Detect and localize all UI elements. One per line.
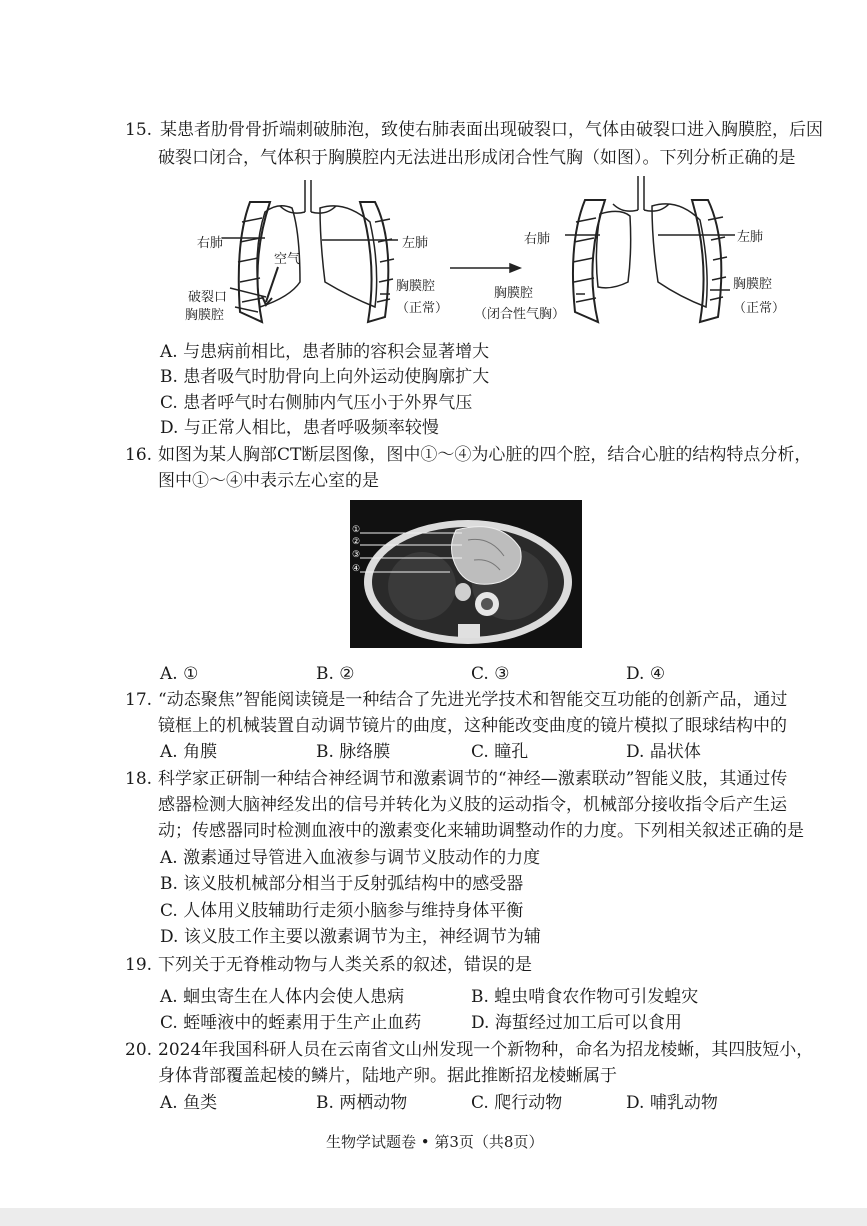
- q20-stem-line1: 2024年我国科研人员在云南省文山州发现一个新物种，命名为招龙棱蜥，其四肢短小，: [158, 1040, 814, 1060]
- fig-left-pleura-right-label: 胸膜腔: [396, 279, 436, 294]
- q18-stem-line3: 动；传感器同时检测血液中的激素变化来辅助调整动作的力度。下列相关叙述正确的是: [158, 821, 804, 841]
- q17-stem-line1: “动态聚焦”智能阅读镜是一种结合了先进光学技术和智能交互功能的创新产品，通过: [158, 690, 788, 710]
- bottom-edge: [0, 1208, 867, 1226]
- fig-right-pleura-label: 胸膜腔: [494, 286, 534, 301]
- fig-left-rupture-label: 破裂口: [188, 290, 228, 305]
- q18-option-c: C. 人体用义肢辅助行走须小脑参与维持身体平衡: [160, 901, 524, 921]
- q20-option-d: D. 哺乳动物: [626, 1093, 718, 1113]
- fig-left-right-lung-label: 右肺: [197, 236, 224, 251]
- page-footer: 生物学试题卷 • 第3页（共8页）: [326, 1133, 544, 1151]
- q15-option-b: B. 患者吸气时肋骨向上向外运动使胸廓扩大: [160, 367, 490, 387]
- fig-right-right-lung-label: 右肺: [524, 232, 551, 247]
- q19-option-b: B. 蝗虫啃食农作物可引发蝗灾: [471, 987, 699, 1007]
- q16-option-b: B. ②: [316, 664, 355, 684]
- q19-stem-line1: 下列关于无脊椎动物与人类关系的叙述，错误的是: [158, 955, 532, 975]
- q19-option-a: A. 蛔虫寄生在人体内会使人患病: [160, 987, 405, 1007]
- q17-option-d: D. 晶状体: [626, 742, 701, 762]
- fig-left-normal-label: （正常）: [396, 301, 449, 316]
- q16-stem-line2: 图中①～④中表示左心室的是: [158, 471, 379, 491]
- q17-option-c: C. 瞳孔: [471, 742, 529, 762]
- fig-right-closed-label: （闭合性气胸）: [474, 307, 566, 322]
- q17-option-a: A. 角膜: [160, 742, 218, 762]
- q18-option-a: A. 激素通过导管进入血液参与调节义肢动作的力度: [160, 848, 541, 868]
- q15-option-d: D. 与正常人相比，患者呼吸频率较慢: [160, 418, 439, 438]
- q16-option-c: C. ③: [471, 664, 510, 684]
- fig-right-pleura-right-label: 胸膜腔: [733, 277, 773, 292]
- q18-stem-line2: 感器检测大脑神经发出的信号并转化为义肢的运动指令，机械部分接收指令后产生运: [158, 795, 787, 815]
- q18-option-d: D. 该义肢工作主要以激素调节为主，神经调节为辅: [160, 927, 541, 947]
- q15-option-c: C. 患者呼气时右侧肺内气压小于外界气压: [160, 393, 473, 413]
- ct-mark-1: ①: [352, 525, 361, 535]
- q18-number: 18.: [125, 769, 153, 789]
- q20-option-c: C. 爬行动物: [471, 1093, 563, 1113]
- fig-left-pleura-label: 胸膜腔: [185, 308, 225, 323]
- q15-stem-line1: 某患者肋骨骨折端刺破肺泡，致使右肺表面出现破裂口，气体由破裂口进入胸膜腔，后因: [160, 120, 823, 140]
- fig-right-left-lung-label: 左肺: [737, 230, 764, 245]
- q15-number: 15.: [125, 120, 153, 140]
- ct-scan-image: [350, 500, 582, 648]
- q20-option-b: B. 两栖动物: [316, 1093, 408, 1113]
- ct-mark-4: ④: [352, 564, 361, 574]
- fig-left-air-label: 空气: [274, 252, 301, 267]
- ct-mark-3: ③: [352, 550, 361, 560]
- q18-option-b: B. 该义肢机械部分相当于反射弧结构中的感受器: [160, 874, 524, 894]
- q17-stem-line2: 镜框上的机械装置自动调节镜片的曲度，这种能改变曲度的镜片模拟了眼球结构中的: [158, 716, 787, 736]
- q16-option-d: D. ④: [626, 664, 666, 684]
- q16-stem-line1: 如图为某人胸部CT断层图像，图中①～④为心脏的四个腔，结合心脏的结构特点分析，: [158, 445, 812, 465]
- fig-right-normal-label: （正常）: [733, 301, 786, 316]
- q19-option-c: C. 蛭唾液中的蛭素用于生产止血药: [160, 1013, 422, 1033]
- ct-mark-2: ②: [352, 537, 361, 547]
- q17-option-b: B. 脉络膜: [316, 742, 391, 762]
- q15-stem-line2: 破裂口闭合，气体积于胸膜腔内无法进出形成闭合性气胸（如图）。下列分析正确的是: [158, 148, 796, 168]
- q20-number: 20.: [125, 1040, 153, 1060]
- q16-option-a: A. ①: [160, 664, 199, 684]
- fig-left-left-lung-label: 左肺: [402, 236, 429, 251]
- q17-number: 17.: [125, 690, 153, 710]
- q20-stem-line2: 身体背部覆盖起棱的鳞片，陆地产卵。据此推断招龙棱蜥属于: [158, 1066, 617, 1086]
- q19-number: 19.: [125, 955, 153, 975]
- q20-option-a: A. 鱼类: [160, 1093, 218, 1113]
- q15-option-a: A. 与患病前相比，患者肺的容积会显著增大: [160, 342, 490, 362]
- q16-number: 16.: [125, 445, 153, 465]
- q19-option-d: D. 海蜇经过加工后可以食用: [471, 1013, 682, 1033]
- q18-stem-line1: 科学家正研制一种结合神经调节和激素调节的“神经—激素联动”智能义肢，其通过传: [158, 769, 788, 789]
